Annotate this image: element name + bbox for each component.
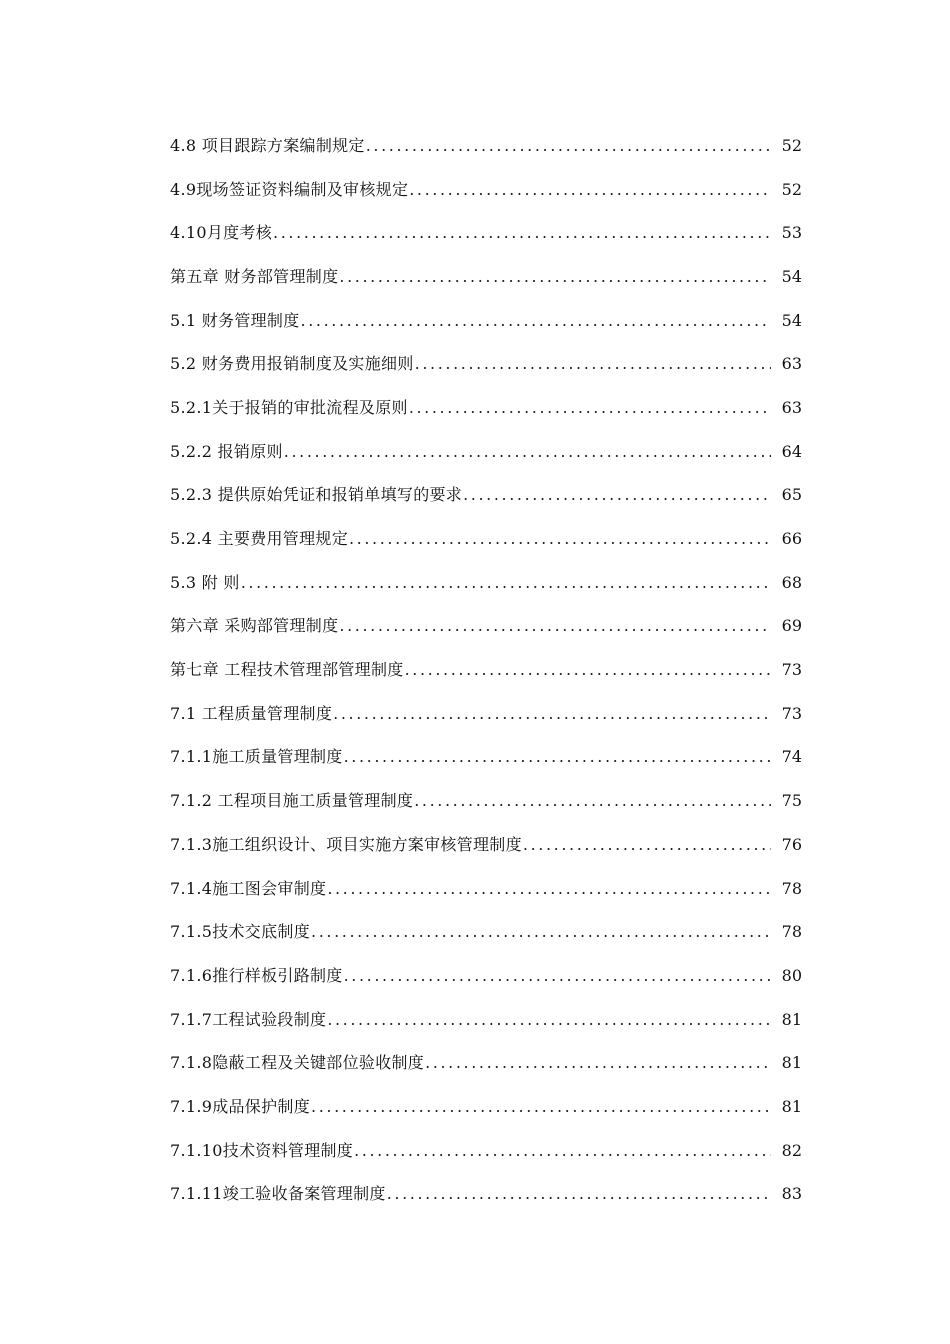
dot-leader [339,267,771,287]
toc-entry-page: 73 [781,703,802,723]
dot-leader [241,573,771,593]
toc-entry-title: 第六章 采购部管理制度 [170,616,339,636]
toc-entry-page: 83 [781,1184,802,1204]
toc-entry-title: 7.1.8隐蔽工程及关键部位验收制度 [170,1053,425,1073]
toc-entry[interactable] [170,1173,810,1217]
toc-entry[interactable] [170,1041,810,1085]
toc-entry-title: 5.1 财务管理制度 [170,310,300,330]
toc-entry-title: 第七章 工程技术管理部管理制度 [170,660,404,680]
dot-leader [414,791,771,811]
toc-entry-page: 52 [781,179,802,199]
toc-entry[interactable] [170,342,810,386]
toc-entry-page: 82 [781,1140,802,1160]
table-of-contents [170,124,810,1216]
toc-entry-page: 63 [781,354,802,374]
toc-entry-page: 81 [781,1053,802,1073]
toc-entry-page: 78 [781,878,802,898]
toc-entry-page: 68 [781,572,802,592]
toc-entry[interactable] [170,474,810,518]
toc-entry-page: 81 [781,1009,802,1029]
toc-entry[interactable] [170,517,810,561]
dot-leader [333,704,771,724]
dot-leader [387,1184,771,1204]
toc-entry-title: 7.1.5技术交底制度 [170,922,311,942]
toc-entry-title: 5.3 附 则 [170,572,240,592]
toc-entry[interactable] [170,561,810,605]
toc-entry[interactable] [170,736,810,780]
toc-entry[interactable] [170,1129,810,1173]
toc-entry[interactable] [170,998,810,1042]
toc-entry[interactable] [170,1085,810,1129]
toc-entry-page: 75 [781,791,802,811]
toc-entry-title: 7.1.7工程试验段制度 [170,1009,327,1029]
toc-entry-title: 7.1.2 工程项目施工质量管理制度 [170,791,414,811]
toc-entry-title: 5.2.4 主要费用管理规定 [170,529,348,549]
toc-entry[interactable] [170,605,810,649]
dot-leader [349,529,771,549]
dot-leader [273,223,771,243]
dot-leader [311,922,771,942]
dot-leader [327,1010,771,1030]
toc-entry[interactable] [170,648,810,692]
toc-entry-title: 5.2.2 报销原则 [170,441,283,461]
toc-entry-page: 53 [781,223,802,243]
dot-leader [415,354,771,374]
toc-entry-page: 52 [781,135,802,155]
toc-entry-title: 4.8 项目跟踪方案编制规定 [170,135,365,155]
toc-entry[interactable] [170,255,810,299]
toc-entry-page: 65 [781,485,802,505]
toc-entry[interactable] [170,954,810,998]
toc-entry[interactable] [170,211,810,255]
toc-entry-page: 80 [781,965,802,985]
dot-leader [523,835,771,855]
dot-leader [366,136,771,156]
toc-entry-title: 7.1.9成品保护制度 [170,1096,311,1116]
toc-entry-page: 73 [781,660,802,680]
toc-entry-title: 7.1.6推行样板引路制度 [170,965,343,985]
dot-leader [409,180,771,200]
toc-entry-page: 78 [781,922,802,942]
toc-entry[interactable] [170,779,810,823]
toc-entry-title: 4.10月度考核 [170,223,273,243]
toc-entry[interactable] [170,430,810,474]
dot-leader [284,442,771,462]
dot-leader [409,398,771,418]
dot-leader [327,879,771,899]
toc-entry-title: 7.1.4施工图会审制度 [170,878,327,898]
toc-entry-title: 5.2.3 提供原始凭证和报销单填写的要求 [170,485,463,505]
dot-leader [425,1053,771,1073]
dot-leader [354,1141,771,1161]
dot-leader [311,1097,771,1117]
toc-entry-title: 7.1.10技术资料管理制度 [170,1140,354,1160]
toc-entry-title: 5.2 财务费用报销制度及实施细则 [170,354,414,374]
toc-entry-title: 7.1.3施工组织设计、项目实施方案审核管理制度 [170,834,522,854]
toc-entry[interactable] [170,168,810,212]
toc-entry-page: 66 [781,529,802,549]
toc-entry-page: 74 [781,747,802,767]
toc-entry-page: 54 [781,266,802,286]
toc-entry[interactable] [170,299,810,343]
toc-entry-page: 76 [781,834,802,854]
dot-leader [301,311,771,331]
toc-entry-page: 69 [781,616,802,636]
dot-leader [463,485,771,505]
toc-entry[interactable] [170,692,810,736]
dot-leader [339,616,771,636]
toc-entry-title: 7.1.11竣工验收备案管理制度 [170,1184,386,1204]
toc-entry-page: 54 [781,310,802,330]
toc-entry[interactable] [170,386,810,430]
toc-entry-title: 第五章 财务部管理制度 [170,266,339,286]
toc-entry-title: 5.2.1关于报销的审批流程及原则 [170,397,408,417]
toc-entry-title: 7.1 工程质量管理制度 [170,703,333,723]
dot-leader [405,660,771,680]
toc-entry-title: 4.9现场签证资料编制及审核规定 [170,179,409,199]
toc-entry-title: 7.1.1施工质量管理制度 [170,747,343,767]
toc-entry[interactable] [170,910,810,954]
toc-entry-page: 64 [781,441,802,461]
dot-leader [344,966,771,986]
toc-entry[interactable] [170,124,810,168]
toc-entry[interactable] [170,823,810,867]
toc-entry[interactable] [170,867,810,911]
toc-entry-page: 63 [781,397,802,417]
dot-leader [344,747,771,767]
toc-entry-page: 81 [781,1096,802,1116]
